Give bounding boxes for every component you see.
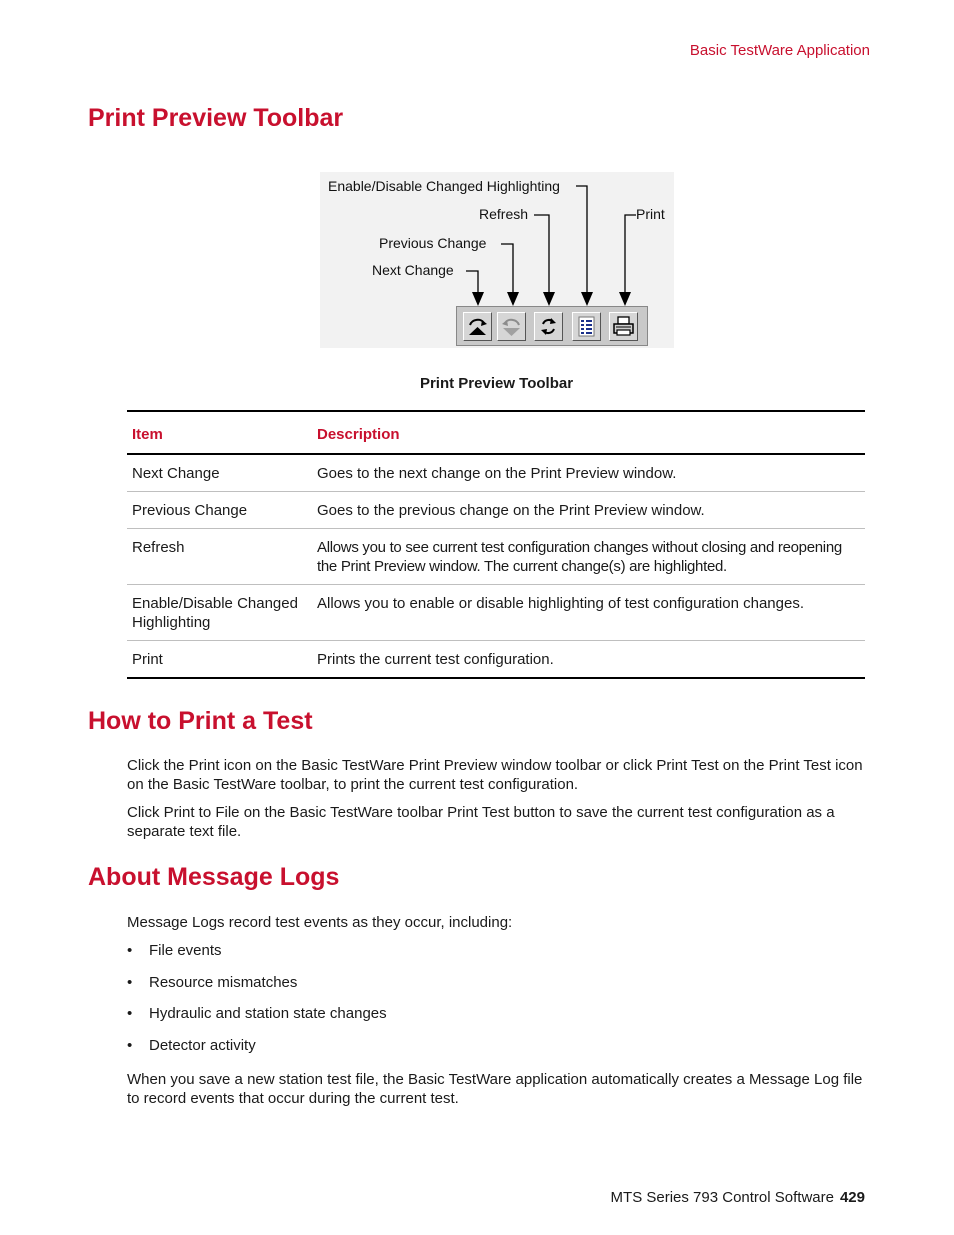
- section-heading-how-to-print: How to Print a Test: [88, 707, 313, 735]
- print-preview-toolbar: [456, 306, 648, 346]
- paragraph-print-icon: Click the Print icon on the Basic TestWare Print Preview window toolbar or click Print Test on the Print Test icon on the Basic TestWare toolbar, to print the current test configuration.: [127, 757, 863, 793]
- print-icon: [612, 315, 635, 338]
- table-row: [127, 641, 865, 679]
- list-item: • File events: [127, 942, 222, 959]
- list-item: • Resource mismatches: [127, 973, 298, 991]
- list-item: • Detector activity: [127, 1036, 256, 1054]
- table-row: [127, 454, 865, 492]
- callout-next-change: Next Change: [372, 262, 454, 278]
- page-number: 429: [839, 1189, 865, 1206]
- cell-item: Refresh: [127, 529, 312, 585]
- next-change-button[interactable]: [463, 312, 492, 341]
- header-item: Item: [127, 411, 312, 454]
- running-header: Basic TestWare Application: [689, 42, 870, 59]
- header-description: Description: [312, 411, 865, 454]
- previous-change-icon: [500, 315, 523, 338]
- cell-description: Goes to the next change on the Print Preview window.: [312, 454, 865, 492]
- cell-description: Allows you to enable or disable highlighting of test configuration changes.: [312, 585, 865, 641]
- callout-print: Print: [636, 206, 665, 222]
- cell-description: Goes to the previous change on the Print Preview window.: [312, 492, 865, 529]
- footer-title: MTS Series 793 Control Software: [610, 1189, 834, 1206]
- enable-disable-highlighting-button[interactable]: [572, 312, 601, 341]
- refresh-icon: [537, 315, 560, 338]
- section-heading-about-logs: About Message Logs: [88, 863, 340, 891]
- table-header-row: [127, 411, 865, 454]
- cell-item: Next Change: [127, 454, 312, 492]
- next-change-icon: [466, 315, 489, 338]
- page-footer: [611, 1189, 865, 1206]
- previous-change-button[interactable]: [497, 312, 526, 341]
- callout-refresh: Refresh: [479, 206, 529, 222]
- figure-caption: Print Preview Toolbar: [419, 375, 574, 392]
- refresh-button[interactable]: [534, 312, 563, 341]
- table-row: [127, 492, 865, 529]
- cell-item: Print: [132, 651, 163, 668]
- callout-previous-change: Previous Change: [379, 235, 487, 251]
- paragraph-print-to-file: Click Print to File on the Basic TestWare toolbar Print Test button to save the current test configuration as a separate text file.: [127, 804, 835, 840]
- callout-enable-disable: Enable/Disable Changed Highlighting: [328, 178, 560, 194]
- section-heading-print-preview-toolbar: Print Preview Toolbar: [88, 104, 344, 132]
- cell-description: Allows you to see current test configuration changes without closing and reopening the Print Preview window. The current change(s) are highlighted.: [312, 529, 865, 585]
- paragraph-logs-outro: When you save a new station test file, the Basic TestWare application automatically creates a Message Log file to record events that occur during the current test.: [127, 1071, 863, 1107]
- cell-item: Previous Change: [127, 492, 312, 529]
- toolbar-figure: [320, 172, 674, 348]
- toolbar-items-table: [127, 410, 865, 679]
- event-list: [127, 942, 387, 1068]
- paragraph-logs-intro: Message Logs record test events as they occur, including:: [127, 914, 513, 931]
- table-row: [127, 585, 865, 641]
- print-button[interactable]: [609, 312, 638, 341]
- list-item: • Hydraulic and station state changes: [127, 1005, 387, 1022]
- table-row: [127, 529, 865, 585]
- cell-item: Enable/Disable Changed Highlighting: [127, 585, 312, 641]
- highlight-icon: [575, 315, 598, 338]
- cell-description: Prints the current test configuration.: [317, 651, 554, 668]
